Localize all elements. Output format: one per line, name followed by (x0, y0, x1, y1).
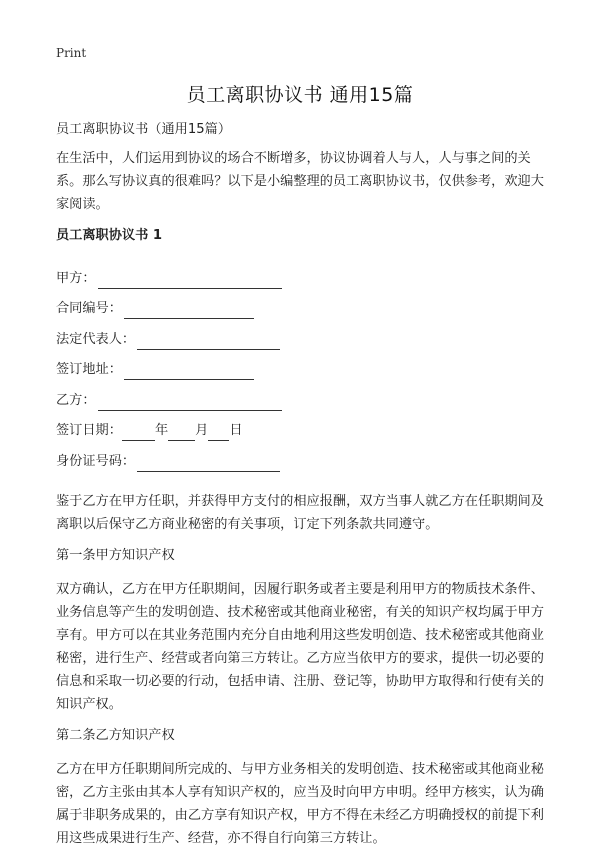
date-month-label: 月 (195, 423, 209, 438)
form-fields (56, 258, 550, 472)
document-subtitle: 员工离职协议书（通用15篇） (56, 122, 232, 137)
field-party-a (56, 258, 550, 289)
field-party-b (56, 380, 550, 411)
blank-line-month[interactable] (168, 425, 195, 441)
blank-line-id-no[interactable] (137, 456, 280, 472)
blank-line-contract-no[interactable] (124, 303, 254, 319)
date-year-label: 年 (154, 423, 169, 438)
field-label-id-no: 身份证号码： (56, 453, 136, 469)
clause-1-body: 双方确认，乙方在甲方任职期间，因履行职务或者主要是利用甲方的物质技术条件、业务信息等产生的发明创造、技术秘密或其他商业秘密，有关的知识产权均属于甲方享有。甲方可以在其业务范围内充分自由地利用这些发明创造、技术秘密或其他商业秘密，进行生产、经营或者向第三方转让。乙方应当依甲方的要求，提供一切必要的信息和采取一切必要的行动，包括申请、注册、登记等，协助甲方取得和行使有关的知识产权。 (56, 581, 544, 712)
section-heading-1: 员工离职协议书 1 (56, 228, 163, 243)
field-label-party-a: 甲方： (56, 270, 96, 286)
blank-line-sign-address[interactable] (124, 364, 254, 380)
clause-2-body: 乙方在甲方任职期间所完成的、与甲方业务相关的发明创造、技术秘密或其他商业秘密，乙方主张由其本人享有知识产权的，应当及时向甲方申明。经甲方核实，认为确属于非职务成果的，由乙方享有知识产权，甲方不得在未经乙方明确授权的前提下利用这些成果进行生产、经营，亦不得自行向第三方转让。 (56, 761, 544, 846)
field-label-legal-rep: 法定代表人： (56, 331, 136, 347)
field-sign-address (56, 350, 550, 381)
field-contract-no (56, 289, 550, 320)
document-body (56, 118, 550, 856)
blank-line-party-a[interactable] (98, 273, 282, 289)
print-link[interactable]: Print (56, 46, 87, 60)
document-title: 员工离职协议书 通用15篇 (186, 84, 414, 106)
field-id-no (56, 441, 550, 472)
field-sign-date (56, 411, 550, 442)
preamble-paragraph: 鉴于乙方在甲方任职，并获得甲方支付的相应报酬，双方当事人就乙方在任职期间及离职以后保守乙方商业秘密的有关事项，订定下列条款共同遵守。 (56, 493, 544, 532)
field-label-sign-date: 签订日期： (56, 423, 122, 438)
blank-line-party-b[interactable] (98, 395, 282, 411)
date-day-label: 日 (229, 423, 243, 438)
field-label-sign-address: 签订地址： (56, 362, 122, 377)
clause-1-heading: 第一条甲方知识产权 (56, 547, 175, 563)
field-legal-rep (56, 319, 550, 350)
clause-2-heading: 第二条乙方知识产权 (56, 727, 175, 743)
blank-line-year[interactable] (122, 425, 155, 441)
blank-line-day[interactable] (208, 425, 229, 441)
field-label-contract-no: 合同编号： (56, 301, 122, 316)
intro-paragraph: 在生活中，人们运用到协议的场合不断增多，协议协调着人与人，人与事之间的关系。那么写协议真的很难吗？以下是小编整理的员工离职协议书，仅供参考，欢迎大家阅读。 (56, 151, 544, 212)
field-label-party-b: 乙方： (56, 392, 96, 408)
blank-line-legal-rep[interactable] (137, 334, 280, 350)
